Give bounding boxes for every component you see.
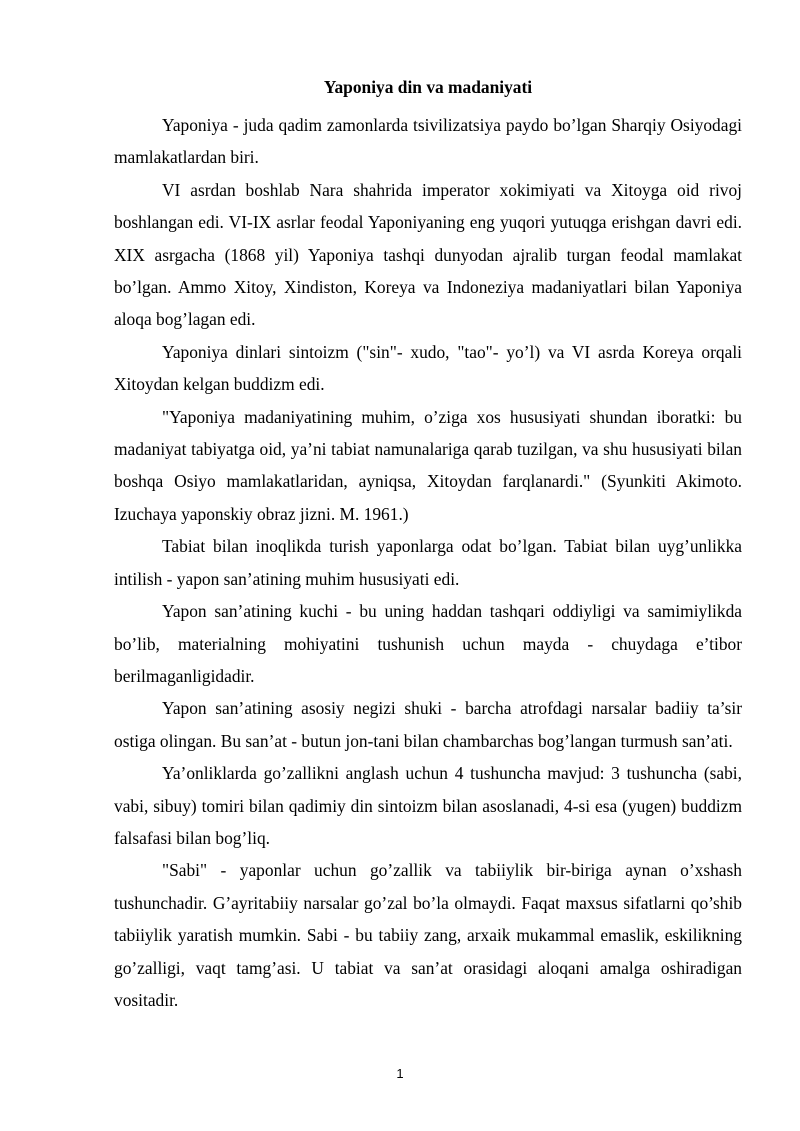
paragraph-4: "Yaponiya madaniyatining muhim, o’ziga xos hususiyati shundan iboratki: bu madaniyat tabiyatga oid, ya’ni tabiat namunalariga qarab tuzilgan, va shu hususiyati bilan boshqa Osiyo mamlakatlaridan, ayniqsa, Xitoydan farqlanardi." (Syunkiti Akimoto. Izuchaya yaponskiy obraz jizni. M. 1961.) <box>114 406 742 524</box>
paragraph-8: Ya’onliklarda go’zallikni anglash uchun 4 tushuncha mavjud: 3 tushuncha (sabi, vabi, sibuy) tomiri bilan qadimiy din sintoizm bilan asoslanadi, 4-si esa (yugen) buddizm falsafasi bilan bog’liq. <box>114 763 742 848</box>
page-number: 1 <box>396 1066 404 1081</box>
paragraph-2: VI asrdan boshlab Nara shahrida imperator xokimiyati va Xitoyga oid rivoj boshlangan edi. VI-IX asrlar feodal Yaponiyaning eng yuqori yutuqga erishgan davri edi. XIX asrgacha (1868 yil) Yaponiya tashqi dunyodan ajralib turgan feodal mamlakat bo’lgan. Ammo Xitoy, Xindiston, Koreya va Indoneziya madaniyatlari bilan Yaponiya aloqa bog’lagan edi. <box>114 179 742 330</box>
paragraph-9: "Sabi" - yaponlar uchun go’zallik va tabiiylik bir-biriga aynan o’xshash tushunchadir. G’ayritabiiy narsalar go’zal bo’la olmaydi. Faqat maxsus sifatlarni qo’shib tabiiylik yaratish mumkin. Sabi - bu tabiiy zang, arxaik mukammal emaslik, eskilikning go’zalligi, vaqt tamg’asi. U tabiat va san’at orasidagi aloqani amalga oshiradigan vositadir. <box>114 860 742 1010</box>
paragraph-7: Yapon san’atining asosiy negizi shuki - barcha atrofdagi narsalar badiiy ta’sir ostiga olingan. Bu san’at - butun jon-tani bilan chambarchas bog’langan turmush san’ati. <box>114 698 742 751</box>
paragraph-1: Yaponiya - juda qadim zamonlarda tsivilizatsiya paydo bo’lgan Sharqiy Osiyodagi mamlakatlardan biri. <box>114 115 742 168</box>
document-title: Yaponiya din va madaniyati <box>323 77 533 97</box>
paragraph-5: Tabiat bilan inoqlikda turish yaponlarga odat bo’lgan. Tabiat bilan uyg’unlikka intilish - yapon san’atining muhim hususiyati edi. <box>114 536 742 589</box>
paragraph-6: Yapon san’atining kuchi - bu uning haddan tashqari oddiyligi va samimiylikda bo’lib, materialning mohiyatini tushunish uchun mayda - chuydaga e’tibor berilmaganligidadir. <box>114 601 742 686</box>
document-body <box>114 72 742 1016</box>
paragraph-3: Yaponiya dinlari sintoizm ("sin"- xudo, "tao"- yo’l) va VI asrda Koreya orqali Xitoydan kelgan buddizm edi. <box>114 341 742 395</box>
